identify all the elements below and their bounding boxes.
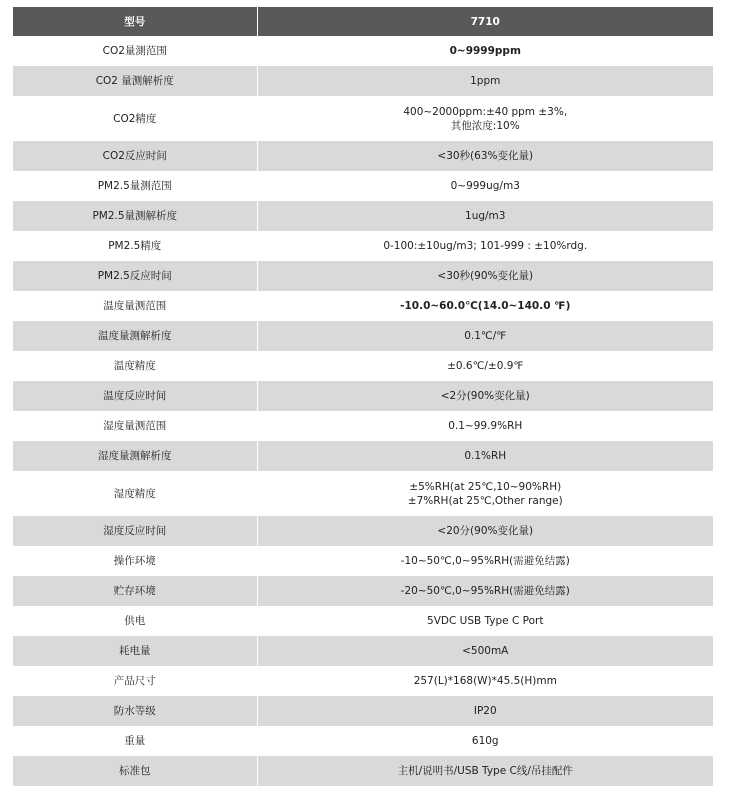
spec-value-line: <500mA: [462, 645, 509, 657]
spec-value-cell: [257, 36, 713, 66]
spec-value-line: 0~999ug/m3: [450, 180, 520, 192]
table-row: [13, 96, 713, 141]
table-row: [13, 756, 713, 786]
header-model-cell: 7710: [257, 7, 713, 36]
spec-value-cell: [257, 261, 713, 291]
spec-value-line: 257(L)*168(W)*45.5(H)mm: [413, 675, 557, 687]
table-row: [13, 546, 713, 576]
table-row: [13, 381, 713, 411]
spec-value-cell: [257, 606, 713, 636]
spec-value-line: ±0.6℃/±0.9℉: [447, 360, 524, 372]
spec-value-cell: [257, 471, 713, 516]
table-row: [13, 516, 713, 546]
spec-value-cell: [257, 171, 713, 201]
table-row: [13, 141, 713, 171]
spec-value-line: <30秒(63%变化量): [437, 150, 534, 162]
spec-label-cell: 耗电量: [13, 636, 257, 666]
header-row: [13, 7, 713, 36]
spec-label-cell: CO2 量测解析度: [13, 66, 257, 96]
spec-value-cell: [257, 321, 713, 351]
spec-table: [13, 7, 713, 786]
table-row: [13, 696, 713, 726]
spec-label-cell: 湿度反应时间: [13, 516, 257, 546]
spec-value-line: -10~50℃,0~95%RH(需避免结露): [400, 555, 570, 567]
table-row: [13, 171, 713, 201]
spec-label-cell: 产品尺寸: [13, 666, 257, 696]
table-row: [13, 321, 713, 351]
spec-value-line: 0.1%RH: [464, 450, 507, 462]
spec-value-cell: [257, 516, 713, 546]
spec-value-line: -20~50℃,0~95%RH(需避免结露): [400, 585, 570, 597]
spec-label-cell: 温度精度: [13, 351, 257, 381]
spec-label-cell: 操作环境: [13, 546, 257, 576]
spec-value-line: <2分(90%变化量): [440, 390, 530, 402]
spec-value-line: IP20: [473, 705, 497, 717]
spec-label-cell: 标准包: [13, 756, 257, 786]
spec-value-cell: [257, 546, 713, 576]
header-label-cell: 型号: [13, 7, 257, 36]
spec-value-cell: [257, 141, 713, 171]
table-row: [13, 36, 713, 66]
spec-value-line: 0.1~99.9%RH: [448, 420, 523, 432]
table-row: [13, 471, 713, 516]
spec-value-line: 0~9999ppm: [449, 45, 521, 57]
table-row: [13, 576, 713, 606]
spec-label-cell: CO2精度: [13, 96, 257, 141]
spec-value-line: 主机/说明书/USB Type C线/吊挂配件: [397, 765, 573, 777]
spec-label-cell: 供电: [13, 606, 257, 636]
spec-value-cell: [257, 636, 713, 666]
spec-label-cell: 湿度量测解析度: [13, 441, 257, 471]
spec-value-cell: [257, 726, 713, 756]
table-row: [13, 231, 713, 261]
spec-value-cell: [257, 576, 713, 606]
spec-value-cell: [257, 756, 713, 786]
spec-value-line: <30秒(90%变化量): [437, 270, 534, 282]
spec-value-cell: [257, 201, 713, 231]
spec-label-cell: 湿度量测范围: [13, 411, 257, 441]
spec-label-cell: 温度量测范围: [13, 291, 257, 321]
spec-value-line: 610g: [471, 735, 499, 747]
table-row: [13, 66, 713, 96]
spec-label-cell: 温度反应时间: [13, 381, 257, 411]
table-row: [13, 666, 713, 696]
table-row: [13, 261, 713, 291]
spec-value-line: -10.0~60.0℃(14.0~140.0 ℉): [400, 300, 571, 312]
spec-value-line: 5VDC USB Type C Port: [427, 615, 544, 627]
spec-value-line: 400~2000ppm:±40 ppm ±3%,: [403, 105, 568, 118]
spec-value-cell: [257, 411, 713, 441]
table-row: [13, 441, 713, 471]
table-row: [13, 411, 713, 441]
spec-value-line: ±7%RH(at 25℃,Other range): [407, 494, 563, 507]
spec-label-cell: 温度量测解析度: [13, 321, 257, 351]
table-row: [13, 726, 713, 756]
spec-value-cell: [257, 441, 713, 471]
spec-value-line: 0-100:±10ug/m3; 101-999 : ±10%rdg.: [383, 240, 588, 252]
spec-value-cell: [257, 381, 713, 411]
spec-value-cell: [257, 696, 713, 726]
table-row: [13, 291, 713, 321]
spec-label-cell: PM2.5量测范围: [13, 171, 257, 201]
table-row: [13, 606, 713, 636]
table-row: [13, 201, 713, 231]
spec-value-line: 1ug/m3: [465, 210, 506, 222]
spec-value-line: 0.1℃/℉: [464, 330, 507, 342]
spec-label-cell: PM2.5精度: [13, 231, 257, 261]
spec-label-cell: CO2量測范围: [13, 36, 257, 66]
spec-value-cell: [257, 66, 713, 96]
spec-value-cell: [257, 96, 713, 141]
spec-table-header: [13, 7, 713, 36]
spec-value-line: 1ppm: [470, 75, 501, 87]
spec-value-line: 其他浓度:10%: [450, 119, 520, 132]
spec-label-cell: PM2.5反应时间: [13, 261, 257, 291]
spec-label-cell: CO2反应时间: [13, 141, 257, 171]
spec-label-cell: 防水等级: [13, 696, 257, 726]
spec-value-line: <20分(90%变化量): [437, 525, 534, 537]
spec-value-line: ±5%RH(at 25℃,10~90%RH): [409, 480, 562, 493]
spec-value-cell: [257, 231, 713, 261]
spec-label-cell: PM2.5量测解析度: [13, 201, 257, 231]
table-row: [13, 636, 713, 666]
spec-label-cell: 重量: [13, 726, 257, 756]
table-row: [13, 351, 713, 381]
spec-value-cell: [257, 351, 713, 381]
spec-value-cell: [257, 666, 713, 696]
spec-label-cell: 湿度精度: [13, 471, 257, 516]
spec-table-body: [13, 36, 713, 786]
spec-label-cell: 贮存环境: [13, 576, 257, 606]
spec-value-cell: [257, 291, 713, 321]
